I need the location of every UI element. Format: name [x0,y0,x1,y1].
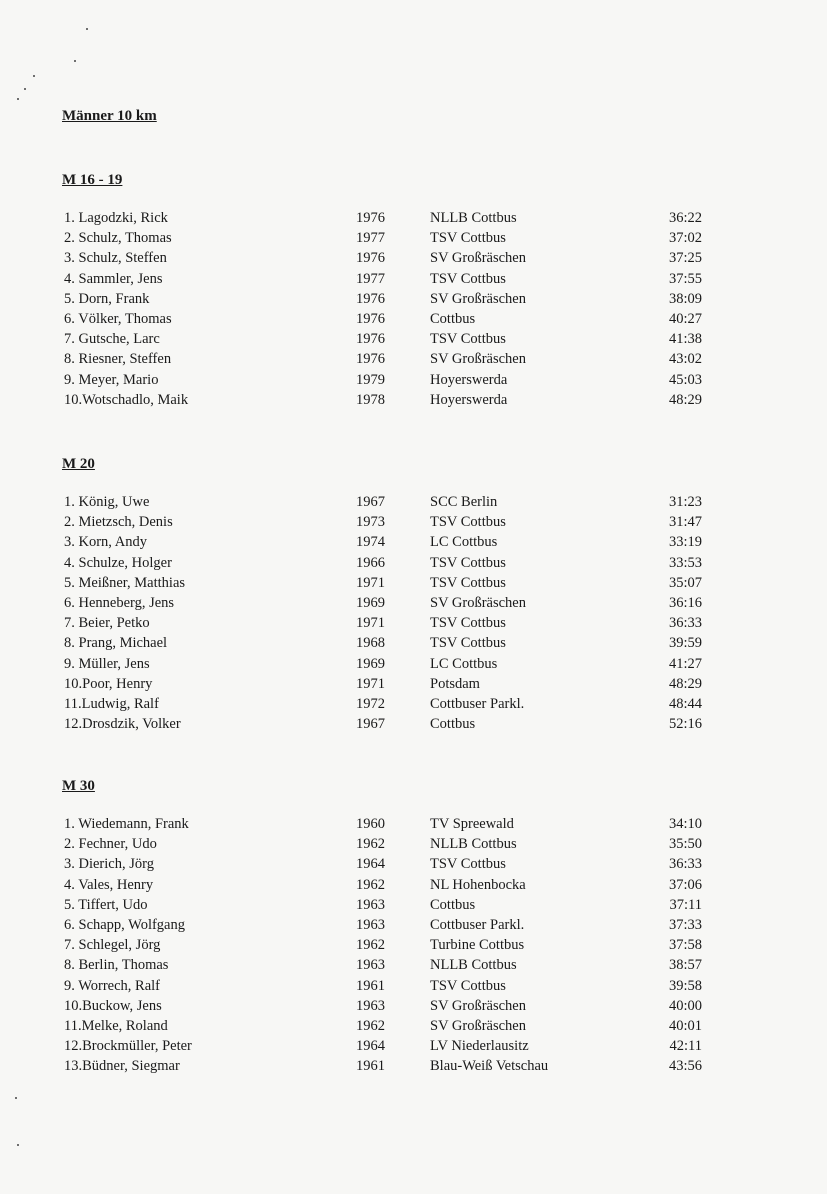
result-row [0,492,827,512]
athlete-name: 10.Wotschadlo, Maik [64,391,189,408]
result-row [0,895,827,915]
birth-year: 1963 [356,917,385,933]
result-row [0,935,827,955]
finish-time: 40:27 [668,311,702,327]
athlete-name: 7. Gutsche, Larc [64,331,160,348]
scan-speck [17,1144,19,1146]
scan-speck [15,1097,17,1099]
club-name: TSV Cottbus [430,230,506,247]
athlete-name: 8. Prang, Michael [64,635,168,652]
result-row [0,714,827,734]
finish-time: 41:27 [668,655,702,672]
athlete-name: 4. Vales, Henry [64,876,154,893]
club-name: Hoyerswerda [430,391,508,408]
result-row [0,553,827,573]
finish-time: 48:44 [668,696,702,712]
club-name: NL Hohenbocka [430,876,526,893]
birth-year: 1962 [356,937,385,954]
club-name: TSV Cottbus [430,554,506,571]
scan-speck [33,75,35,77]
birth-year: 1976 [356,210,385,226]
athlete-name: 5. Dorn, Frank [64,290,150,307]
result-row [0,593,827,613]
birth-year: 1967 [356,716,385,733]
athlete-name: 1. König, Uwe [64,494,150,510]
club-name: Cottbus [430,311,476,327]
finish-time: 48:29 [668,675,702,692]
club-name: LC Cottbus [430,655,498,672]
document-title: Männer 10 km [62,108,157,124]
birth-year: 1966 [356,554,385,571]
finish-time: 43:02 [668,351,702,368]
club-name: NLLB Cottbus [430,957,517,974]
result-row [0,532,827,552]
birth-year: 1976 [356,250,385,267]
finish-time: 33:19 [668,534,702,551]
finish-time: 37:58 [668,937,702,954]
athlete-name: 8. Berlin, Thomas [64,957,169,974]
athlete-name: 2. Schulz, Thomas [64,230,172,247]
club-name: Blau-Weiß Vetschau [430,1058,549,1075]
result-row [0,208,827,228]
club-name: LV Niederlausitz [430,1038,529,1055]
birth-year: 1962 [356,1018,385,1034]
finish-time: 37:02 [668,230,702,247]
birth-year: 1963 [356,957,385,974]
athlete-name: 12.Drosdzik, Volker [64,716,181,733]
club-name: Potsdam [430,675,480,692]
finish-time: 43:56 [668,1058,702,1075]
finish-time: 48:29 [668,391,702,408]
section-heading: M 20 [62,456,95,472]
result-row [0,1036,827,1056]
finish-time: 41:38 [668,331,702,348]
athlete-name: 4. Schulze, Holger [64,554,172,571]
result-row [0,390,827,410]
birth-year: 1973 [356,514,385,531]
birth-year: 1960 [356,816,385,832]
birth-year: 1961 [356,1058,385,1075]
athlete-name: 12.Brockmüller, Peter [64,1038,192,1055]
finish-time: 40:00 [668,997,702,1014]
club-name: TSV Cottbus [430,856,506,873]
birth-year: 1967 [356,494,385,510]
athlete-name: 6. Schapp, Wolfgang [64,917,185,933]
finish-time: 52:16 [668,716,702,733]
result-row [0,269,827,289]
birth-year: 1964 [356,856,385,873]
athlete-name: 9. Meyer, Mario [64,371,159,388]
finish-time: 45:03 [668,371,702,388]
athlete-name: 11.Ludwig, Ralf [64,696,159,712]
finish-time: 37:25 [668,250,702,267]
birth-year: 1976 [356,311,385,327]
finish-time: 37:55 [668,270,702,287]
finish-time: 37:11 [669,896,702,913]
athlete-name: 9. Müller, Jens [64,655,150,672]
athlete-name: 1. Wiedemann, Frank [64,816,189,832]
section-heading: M 30 [62,778,95,794]
result-row [0,613,827,633]
athlete-name: 3. Korn, Andy [64,534,147,551]
birth-year: 1968 [356,635,385,652]
athlete-name: 6. Henneberg, Jens [64,595,175,611]
birth-year: 1974 [356,534,385,551]
result-row [0,573,827,593]
finish-time: 38:57 [668,957,702,974]
birth-year: 1971 [356,574,385,591]
club-name: TSV Cottbus [430,977,506,994]
club-name: SV Großräschen [430,290,526,307]
birth-year: 1969 [356,655,385,672]
finish-time: 31:47 [668,514,702,531]
result-row [0,329,827,349]
birth-year: 1962 [356,876,385,893]
club-name: Hoyerswerda [430,371,508,388]
club-name: TSV Cottbus [430,331,506,348]
club-name: TSV Cottbus [430,635,506,652]
club-name: SCC Berlin [430,494,498,510]
athlete-name: 10.Poor, Henry [64,675,153,692]
result-row [0,289,827,309]
result-row [0,1056,827,1076]
athlete-name: 2. Fechner, Udo [64,836,157,853]
club-name: SV Großräschen [430,595,526,611]
finish-time: 33:53 [668,554,702,571]
result-row [0,955,827,975]
result-row [0,370,827,390]
birth-year: 1976 [356,331,385,348]
club-name: NLLB Cottbus [430,210,517,226]
birth-year: 1963 [356,896,385,913]
birth-year: 1972 [356,696,385,712]
athlete-name: 9. Worrech, Ralf [64,977,161,994]
result-row [0,814,827,834]
club-name: TSV Cottbus [430,514,506,531]
finish-time: 36:33 [668,615,702,632]
scan-speck [17,98,19,100]
athlete-name: 6. Völker, Thomas [64,311,172,327]
birth-year: 1962 [356,836,385,853]
scan-speck [86,28,88,30]
club-name: TV Spreewald [430,816,514,832]
result-row [0,996,827,1016]
finish-time: 31:23 [668,494,702,510]
result-row [0,248,827,268]
club-name: Turbine Cottbus [430,937,525,954]
athlete-name: 10.Buckow, Jens [64,997,162,1014]
scan-speck [74,60,76,62]
result-row [0,674,827,694]
club-name: SV Großräschen [430,351,526,368]
result-row [0,228,827,248]
birth-year: 1977 [356,270,385,287]
club-name: TSV Cottbus [430,574,506,591]
birth-year: 1976 [356,351,385,368]
athlete-name: 1. Lagodzki, Rick [64,210,168,226]
result-row [0,694,827,714]
finish-time: 37:33 [668,917,702,933]
athlete-name: 5. Tiffert, Udo [64,896,148,913]
finish-time: 40:01 [668,1018,702,1034]
finish-time: 35:07 [668,574,702,591]
club-name: SV Großräschen [430,997,526,1014]
birth-year: 1977 [356,230,385,247]
club-name: Cottbus [430,896,476,913]
section-heading: M 16 - 19 [62,172,123,188]
birth-year: 1963 [356,997,385,1014]
birth-year: 1969 [356,595,385,611]
athlete-name: 11.Melke, Roland [64,1018,168,1034]
athlete-name: 5. Meißner, Matthias [64,574,186,591]
finish-time: 37:06 [668,876,702,893]
finish-time: 39:59 [668,635,702,652]
club-name: NLLB Cottbus [430,836,517,853]
athlete-name: 7. Schlegel, Jörg [64,937,161,954]
club-name: SV Großräschen [430,1018,526,1034]
finish-time: 39:58 [668,977,702,994]
result-row [0,976,827,996]
result-row [0,309,827,329]
result-row [0,349,827,369]
club-name: LC Cottbus [430,534,498,551]
result-row [0,1016,827,1036]
club-name: Cottbus [430,716,476,733]
athlete-name: 4. Sammler, Jens [64,270,163,287]
finish-time: 36:22 [668,210,702,226]
club-name: TSV Cottbus [430,615,506,632]
athlete-name: 3. Schulz, Steffen [64,250,167,267]
birth-year: 1976 [356,290,385,307]
athlete-name: 7. Beier, Petko [64,615,150,632]
finish-time: 34:10 [668,816,702,832]
athlete-name: 13.Büdner, Siegmar [64,1058,180,1075]
result-row [0,633,827,653]
result-row [0,512,827,532]
finish-time: 36:33 [668,856,702,873]
birth-year: 1961 [356,977,385,994]
result-row [0,854,827,874]
athlete-name: 8. Riesner, Steffen [64,351,172,368]
athlete-name: 2. Mietzsch, Denis [64,514,173,531]
finish-time: 35:50 [668,836,702,853]
finish-time: 38:09 [668,290,702,307]
result-row [0,654,827,674]
finish-time: 42:11 [669,1038,702,1055]
birth-year: 1979 [356,371,385,388]
club-name: Cottbuser Parkl. [430,696,525,712]
club-name: Cottbuser Parkl. [430,917,525,933]
club-name: TSV Cottbus [430,270,506,287]
birth-year: 1978 [356,391,385,408]
birth-year: 1971 [356,675,385,692]
athlete-name: 3. Dierich, Jörg [64,856,154,873]
birth-year: 1971 [356,615,385,632]
result-row [0,875,827,895]
finish-time: 36:16 [668,595,702,611]
club-name: SV Großräschen [430,250,526,267]
scan-speck [24,88,26,90]
result-row [0,915,827,935]
birth-year: 1964 [356,1038,385,1055]
result-row [0,834,827,854]
